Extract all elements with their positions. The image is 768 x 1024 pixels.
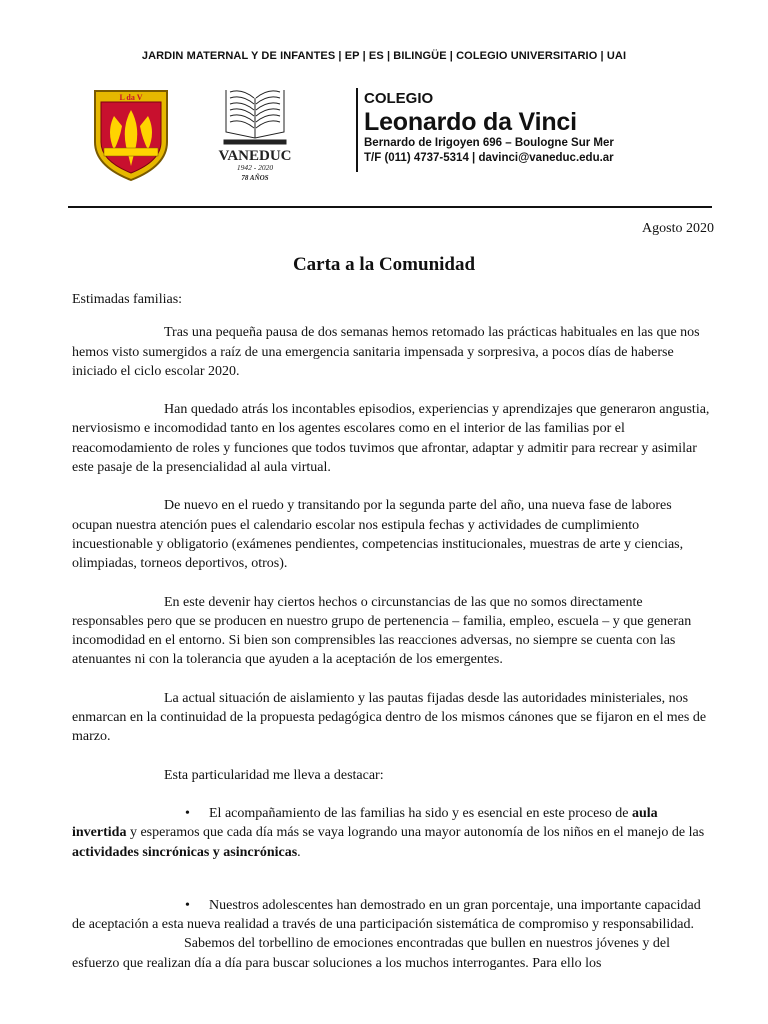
paragraph-closing: Sabemos del torbellino de emociones encontradas que bullen en nuestros jóvenes y del esfuerzo que realizan día a día para buscar soluciones a los muchos interrogantes. Para ello los: [72, 936, 670, 971]
bullet-icon: •: [185, 897, 190, 913]
college-label: COLEGIO: [364, 90, 434, 107]
open-book-logo-icon: [224, 90, 286, 144]
vaneduc-logo: [212, 80, 298, 184]
paragraph-1: Tras una pequeña pausa de dos semanas hemos retomado las prácticas habituales en las que nos hemos visto sumergidos a raíz de una emergencia sanitaria impensada y sorpresiva, a pocos días de haberse iniciado el ciclo escolar 2020.: [72, 325, 700, 379]
paragraph-6: Esta particularidad me lleva a destacar:: [164, 767, 384, 783]
paragraph-3: De nuevo en el ruedo y transitando por la segunda parte del año, una nueva fase de labores ocupan nuestra atención pues el calendario escolar nos estipula fechas y actividades de cumplimiento incuestionable y obligatorio (exámenes pendientes, competencias institucionales, muestras de arte y ciencias, olimpiadas, torneos deportivos, otros).: [72, 498, 684, 572]
college-name: Leonardo da Vinci: [364, 108, 577, 136]
letter-title: Carta a la Comunidad: [292, 254, 476, 275]
paragraph-4: En este devenir hay ciertos hechos o circunstancias de las que no somos directamente responsables pero que se producen en nuestro grupo de pertenencia – familia, empleo, escuela – y que generan incomodidad en el entorno. Si bien son comprensibles las reacciones adversas, no siempre se cuenta con las atenuantes ni con la tolerancia que ayuden a la aceptación de los emergentes.: [72, 594, 692, 668]
letter-date: Agosto 2020: [642, 221, 714, 236]
vaneduc-name: VANEDUC: [218, 148, 292, 164]
college-identity: [364, 90, 614, 166]
paragraph-5: La actual situación de aislamiento y las pautas fijadas desde las autoridades ministeriales, nos enmarcan en la continuidad de la propuesta pedagógica dentro de los mismos cánones que se fijaron en el mes de marzo.: [72, 690, 707, 745]
letter-greeting: Estimadas familias:: [72, 292, 183, 307]
school-shield-logo-icon: [92, 88, 170, 184]
bullet-item-2: • Nuestros adolescentes han demostrado en un gran porcentaje, una importante capacidad de aceptación a esta nueva realidad a través de una participación sistemática de compromiso y responsabilidad.: [72, 897, 701, 933]
paragraph-2: Han quedado atrás los incontables episodios, experiencias y aprendizajes que generaron angustia, nerviosismo e incomodidad tanto en los agentes escolares como en el interior de las familias por el reacomodamiento de roles y funciones que todos tuvimos que afrontar, adaptar y admitir para recrear y asimilar este pasaje de la presencialidad al aula virtual.: [72, 402, 710, 476]
header-institutions-line: JARDIN MATERNAL Y DE INFANTES | EP | ES | BILINGÜE | COLEGIO UNIVERSITARIO | UAI: [141, 50, 627, 62]
letter-body: [72, 290, 712, 992]
vaneduc-anniversary: 78 AÑOS: [241, 174, 269, 182]
svg-text:L da V: L da V: [119, 93, 143, 102]
bullet-item-1: • El acompañamiento de las familias ha sido y es esencial en este proceso de aula invertida y esperamos que cada día más se vaya logrando una mayor autonomía de los niños en el manejo de las actividades sincrónicas y asincrónicas.: [72, 805, 705, 860]
header-vertical-divider: [356, 88, 358, 172]
college-address: Bernardo de Irigoyen 696 – Boulogne Sur Mer: [364, 137, 614, 149]
bullet-icon: •: [185, 805, 190, 821]
vaneduc-years: 1942 - 2020: [236, 163, 274, 172]
header-horizontal-divider: [68, 206, 712, 208]
college-contact: T/F (011) 4737-5314 | davinci@vaneduc.edu.ar: [364, 152, 614, 164]
